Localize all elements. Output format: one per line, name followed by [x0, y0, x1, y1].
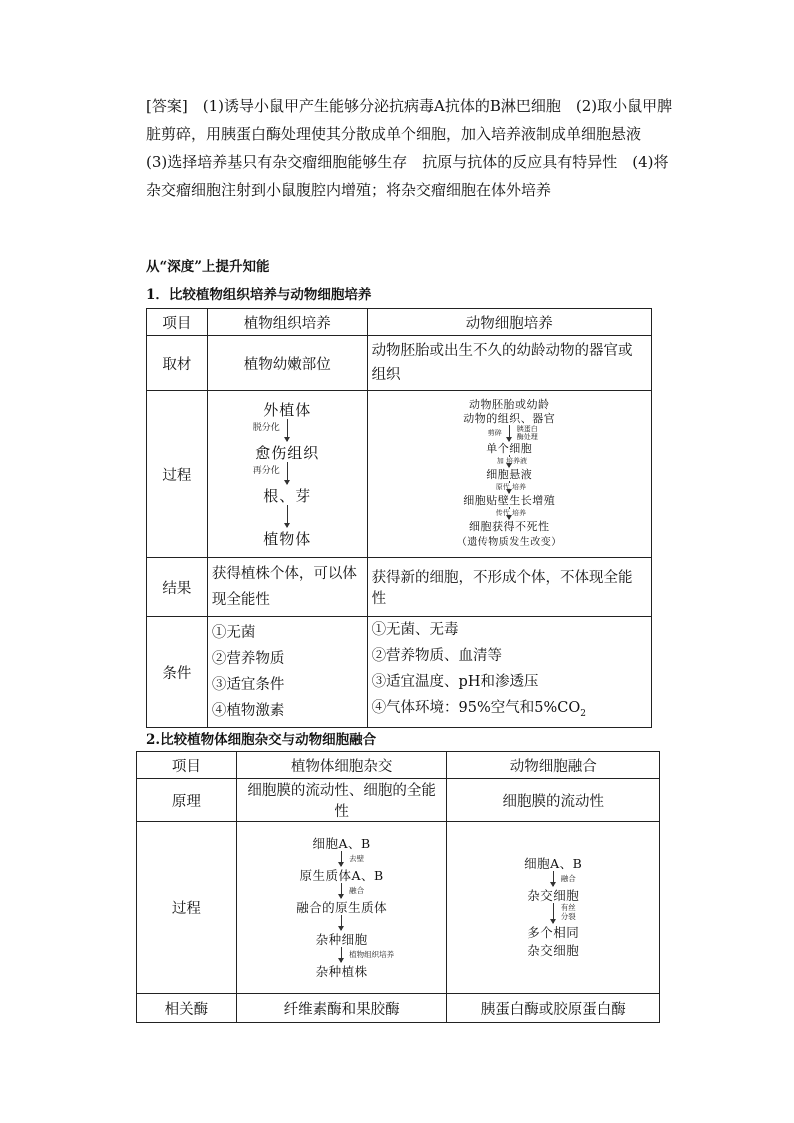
row-label: 过程	[147, 391, 208, 558]
arrow-label: 脱分化	[252, 422, 280, 433]
flow-node: 细胞悬液	[486, 468, 533, 481]
plant-principle: 细胞膜的流动性、细胞的全能性	[236, 779, 447, 822]
row-label: 过程	[137, 822, 237, 994]
header-cell: 项目	[147, 309, 208, 336]
list-item: ①无菌、无毒	[371, 622, 459, 639]
list-item: ①无菌	[211, 625, 256, 641]
flow-node: 杂交细胞	[527, 888, 580, 903]
arrow-label: 传代 培养	[495, 509, 527, 517]
answer-paragraph	[146, 92, 676, 204]
list-item: ②营养物质、血清等	[371, 648, 503, 665]
flow-arrow	[553, 871, 576, 886]
flow-node: 细胞A、B	[524, 856, 583, 871]
flow-node: 根、芽	[263, 486, 312, 505]
flow-node: 动物胚胎或幼龄	[469, 398, 550, 411]
header-cell: 动物细胞融合	[447, 752, 660, 779]
animal-result: 获得新的细胞，不形成个体，不体现全能性	[367, 558, 651, 617]
table-row	[137, 779, 660, 822]
flow-node: 外植体	[263, 400, 312, 419]
flow-node: 杂种细胞	[315, 931, 368, 947]
arrow-label: 酶处理	[516, 433, 538, 441]
list-item-text: ④气体环境：95%空气和5%CO	[371, 700, 581, 717]
arrow-label: 融合	[560, 874, 576, 883]
flow-node: 原生质体A、B	[299, 867, 384, 883]
flow-arrow	[252, 419, 288, 441]
arrow-label: 植物组织培养	[349, 949, 395, 959]
flow-arrow	[341, 883, 365, 898]
header-cell: 项目	[137, 752, 237, 779]
subscript: 2	[580, 708, 587, 719]
table-row	[147, 336, 652, 391]
header-cell: 植物组织培养	[207, 309, 367, 336]
arrow-label: 剪碎	[487, 429, 502, 437]
list-item: ④植物激素	[211, 703, 285, 719]
table-row	[147, 309, 652, 336]
list-item: ③适宜温度、pH和渗透压	[371, 674, 539, 691]
flow-node: 愈伤组织	[255, 443, 320, 462]
row-label: 条件	[147, 617, 208, 728]
row-label: 相关酶	[137, 994, 237, 1023]
table1-title: 1．比较植物组织培养与动物细胞培养	[146, 287, 372, 303]
flow-node: 细胞获得不死性	[469, 520, 550, 533]
table-row	[137, 994, 660, 1023]
animal-material: 动物胚胎或出生不久的幼龄动物的器官或组织	[367, 336, 651, 391]
arrow-label: 去壁	[349, 853, 365, 863]
flow-node: 单个细胞	[486, 442, 533, 455]
arrow-label: 融合	[349, 885, 365, 895]
list-item	[372, 695, 647, 727]
flow-node: 杂交细胞	[527, 943, 580, 958]
flow-note: （遗传物质发生改变）	[456, 537, 562, 548]
row-label: 结果	[147, 558, 208, 617]
flow-node: 杂种植株	[315, 963, 368, 979]
flow-arrow	[495, 481, 527, 493]
flow-node: 植物体	[263, 529, 312, 548]
flow-node: 多个相同	[527, 925, 580, 940]
flow-node: 细胞贴壁生长增殖	[463, 494, 556, 507]
plant-material: 植物幼嫩部位	[207, 336, 367, 391]
section-title: 从“深度”上提升知能	[146, 259, 270, 275]
arrow-label: 再分化	[252, 465, 280, 476]
plant-conditions	[207, 617, 367, 728]
arrow-label: 有丝	[560, 903, 576, 912]
animal-enzyme: 胰蛋白酶或胶原蛋白酶	[447, 994, 660, 1023]
animal-fusion-flowchart	[451, 857, 655, 958]
flow-arrow	[495, 507, 527, 519]
animal-principle: 细胞膜的流动性	[447, 779, 660, 822]
header-cell: 动物细胞培养	[367, 309, 651, 336]
flow-arrow	[341, 851, 365, 866]
plant-hybridization-flowchart	[241, 837, 443, 979]
arrow-label: 加 培养液	[496, 457, 528, 465]
plant-enzyme: 纤维素酶和果胶酶	[236, 994, 447, 1023]
plant-culture-flowchart	[212, 401, 363, 548]
row-label: 取材	[147, 336, 208, 391]
header-cell: 植物体细胞杂交	[236, 752, 447, 779]
table-row	[137, 822, 660, 994]
answer-text: (1)诱导小鼠甲产生能够分泌抗病毒A抗体的B淋巴细胞 (2)取小鼠甲脾脏剪碎，用胰蛋白酶处理使其分散成单个细胞，加入培养液制成单细胞悬液 (3)选择培养基只有杂交瘤细胞能够生存 抗原与抗体的反应具有特异性 (4)将杂交瘤细胞注射到小鼠腹腔内增殖；将杂交瘤细胞在体外培养	[146, 97, 673, 199]
table-hybridization-vs-fusion	[136, 751, 660, 1023]
flow-arrow	[252, 462, 288, 484]
flow-arrow	[341, 915, 342, 930]
table-row	[147, 558, 652, 617]
flow-arrow	[487, 425, 538, 441]
flow-node: 动物的组织、器官	[463, 412, 556, 425]
arrow-label: 胰蛋白	[516, 425, 538, 433]
flow-arrow	[341, 947, 395, 962]
flow-arrow	[553, 903, 576, 923]
flow-arrow	[496, 455, 528, 467]
table-row	[147, 617, 652, 728]
plant-result: 获得植株个体，可以体现全能性	[207, 558, 367, 617]
list-item: ②营养物质	[211, 651, 285, 667]
arrow-label: 分裂	[560, 912, 576, 921]
flow-node: 细胞A、B	[312, 835, 371, 851]
table-plant-vs-animal-culture	[146, 308, 652, 728]
flow-node: 融合的原生质体	[296, 899, 388, 915]
table2-title: 2.比较植物体细胞杂交与动物细胞融合	[146, 732, 377, 748]
animal-culture-flowchart	[372, 399, 647, 549]
table-row	[147, 391, 652, 558]
answer-tag: [答案]	[146, 97, 188, 115]
table-row	[137, 752, 660, 779]
arrow-label: 原代 培养	[495, 483, 527, 491]
animal-conditions	[367, 617, 651, 728]
list-item: ③适宜条件	[211, 677, 285, 693]
flow-arrow	[287, 505, 288, 527]
row-label: 原理	[137, 779, 237, 822]
